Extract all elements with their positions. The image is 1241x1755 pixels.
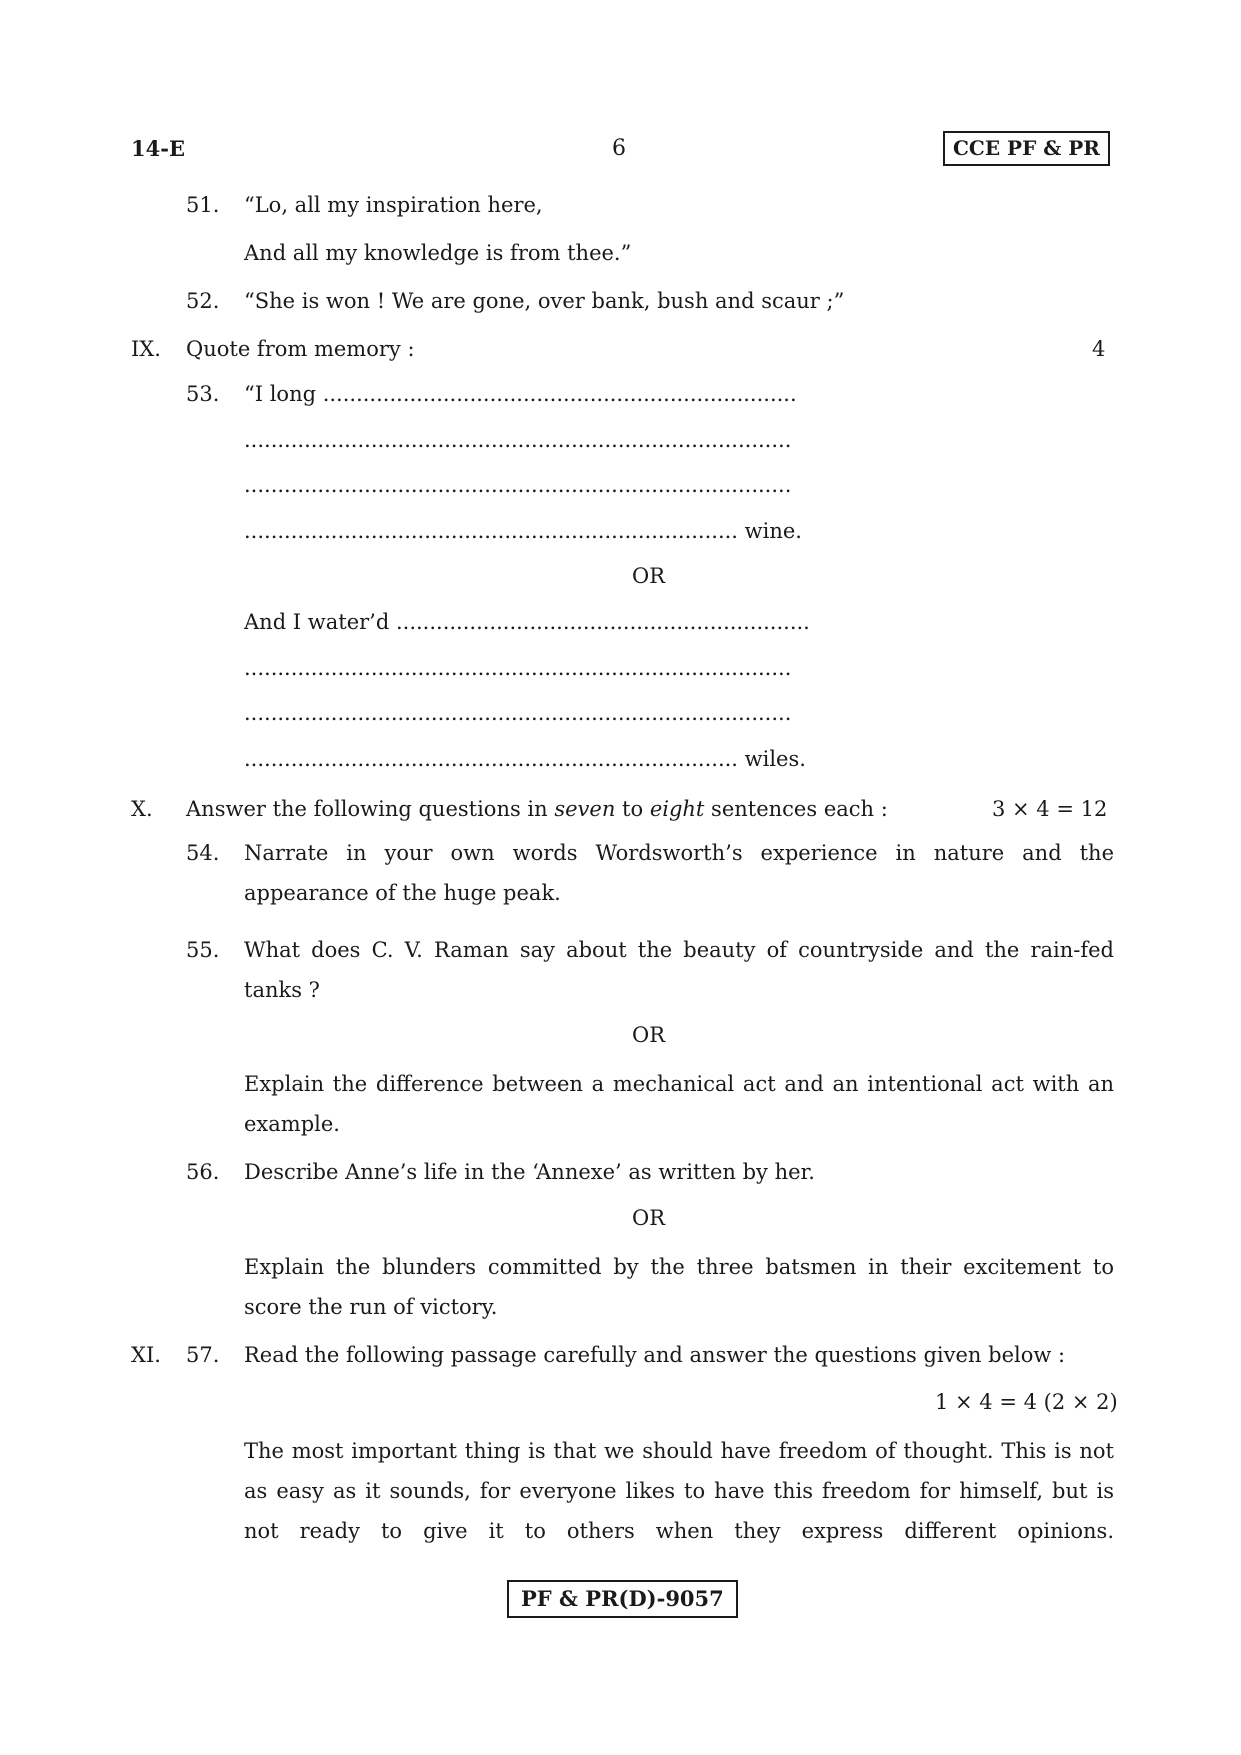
section-xi-numeral: XI. [131, 1343, 161, 1367]
question-53-number: 53. [186, 382, 220, 406]
question-54-number: 54. [186, 841, 220, 865]
question-55-text: What does C. V. Raman say about the beauty of countryside and the rain-fed tanks ? [244, 938, 1114, 1002]
question-53-a-line-3: .................................................................................. [244, 473, 792, 497]
section-x-title-pre: Answer the following questions in [186, 797, 555, 821]
question-51-line-2: And all my knowledge is from thee.” [244, 241, 632, 265]
footer-paper-code-box: PF & PR(D)-9057 [507, 1580, 738, 1618]
question-51-line-1: “Lo, all my inspiration here, [244, 193, 543, 217]
section-x-title [186, 797, 888, 821]
question-53-b-line-2: .................................................................................. [244, 656, 792, 680]
question-53-or: OR [632, 564, 666, 588]
question-56-or: OR [632, 1206, 666, 1230]
question-53-a-line-4: .......................................................................... wine. [244, 519, 802, 543]
question-57-passage: The most important thing is that we should have freedom of thought. This is not as easy as it sounds, for everyone likes to have this freedom for himself, but is not ready to give it to others when they express different opinions. [244, 1439, 1114, 1543]
question-56-number: 56. [186, 1160, 220, 1184]
section-x-numeral: X. [131, 797, 153, 821]
section-x-title-eight: eight [649, 797, 705, 821]
section-ix-title: Quote from memory : [186, 337, 415, 361]
question-53-b-line-3: .................................................................................. [244, 701, 792, 725]
page-number: 6 [612, 136, 626, 161]
question-53-b-line-4: .......................................................................... wiles. [244, 747, 806, 771]
section-x-title-seven: seven [554, 797, 616, 821]
question-54-text: Narrate in your own words Wordsworth’s experience in nature and the appearance of the huge peak. [244, 841, 1114, 905]
question-53-a-line-2: .................................................................................. [244, 428, 792, 452]
question-57-number: 57. [186, 1343, 220, 1367]
question-57-marks: 1 × 4 = 4 (2 × 2) [935, 1390, 1118, 1414]
question-51-number: 51. [186, 193, 220, 217]
section-x-title-post: sentences each : [704, 797, 888, 821]
question-52-number: 52. [186, 289, 220, 313]
section-x-title-mid: to [615, 797, 650, 821]
question-55-or: OR [632, 1023, 666, 1047]
question-53-a-line-1: “I long ....................................................................... [244, 382, 797, 406]
question-53-b-line-1: And I water’d .............................................................. [244, 610, 810, 634]
question-56-alt-text: Explain the blunders committed by the three batsmen in their excitement to score the run of victory. [244, 1255, 1114, 1319]
question-55-number: 55. [186, 938, 220, 962]
question-55-alt-text: Explain the difference between a mechanical act and an intentional act with an example. [244, 1072, 1114, 1136]
section-x-marks: 3 × 4 = 12 [992, 797, 1108, 821]
header-exam-code-box: CCE PF & PR [943, 131, 1110, 166]
question-57-text: Read the following passage carefully and answer the questions given below : [244, 1343, 1066, 1367]
section-ix-marks: 4 [1092, 337, 1106, 361]
question-52-line-1: “She is won ! We are gone, over bank, bush and scaur ;” [244, 289, 845, 313]
question-56-text: Describe Anne’s life in the ‘Annexe’ as written by her. [244, 1160, 815, 1184]
header-paper-code: 14-E [131, 136, 185, 161]
section-ix-numeral: IX. [131, 337, 161, 361]
